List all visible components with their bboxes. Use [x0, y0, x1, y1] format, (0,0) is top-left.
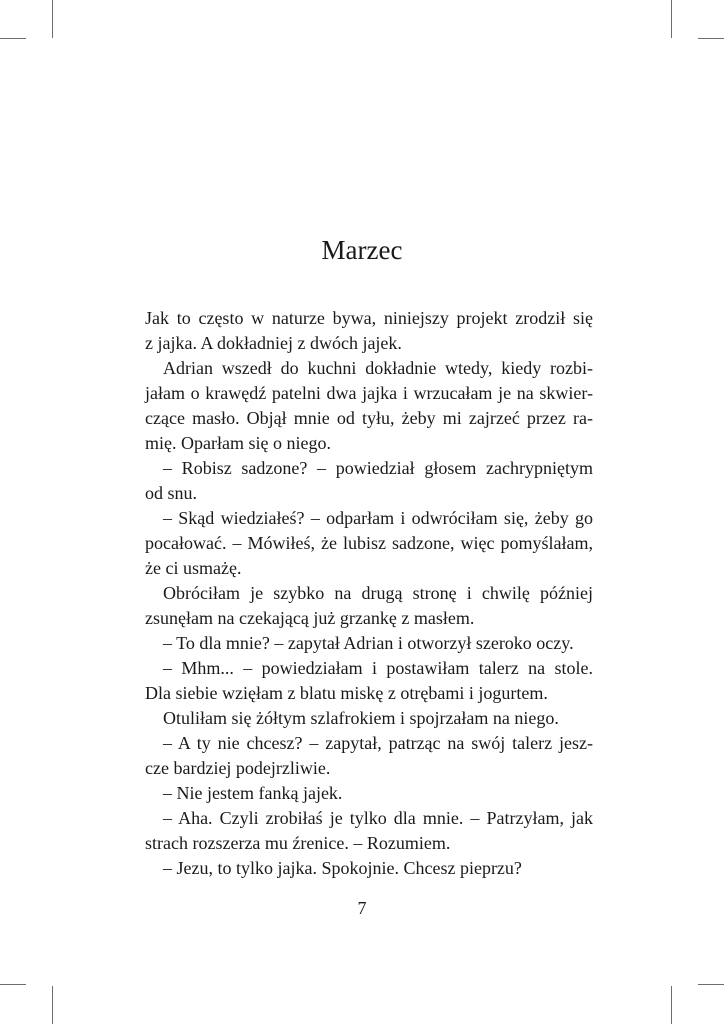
text-line: strach rozszerza mu źrenice. – Rozumiem.: [145, 833, 451, 853]
crop-mark-bottom-right-h: [698, 984, 724, 985]
text-line: Otuliłam się żółtym szlafrokiem i spojrzałam na niego.: [163, 708, 559, 728]
page-number: 7: [357, 898, 367, 918]
text-line: Adrian wszedł do kuchni dokładnie wtedy, kiedy rozbi-: [163, 358, 593, 378]
crop-mark-bottom-right: [671, 986, 672, 1024]
text-line: – To dla mnie? – zapytał Adrian i otworzył szeroko oczy.: [163, 633, 574, 653]
text-line: cze bardziej podejrzliwie.: [145, 758, 331, 778]
text-line: że ci usmażę.: [145, 558, 242, 578]
text-line: – Aha. Czyli zrobiłaś je tylko dla mnie. – Patrzyłam, jak: [163, 808, 593, 828]
crop-mark-bottom-left-h: [0, 984, 26, 985]
text-line: Obróciłam je szybko na drugą stronę i chwilę później: [163, 583, 593, 603]
text-line: jałam o krawędź patelni dwa jajka i wrzucałam je na skwier-: [145, 383, 593, 403]
chapter-title: Marzec: [321, 235, 403, 265]
text-line: – Nie jestem fanką jajek.: [163, 783, 343, 803]
text-line: Jak to często w naturze bywa, niniejszy projekt zrodził się: [145, 308, 593, 328]
text-line: mię. Oparłam się o niego.: [145, 433, 331, 453]
text-line: pocałować. – Mówiłeś, że lubisz sadzone, więc pomyślałam,: [145, 533, 593, 553]
text-line: – A ty nie chcesz? – zapytał, patrząc na swój talerz jesz-: [163, 733, 593, 753]
text-line: Dla siebie wzięłam z blatu miskę z otrębami i jogurtem.: [145, 683, 548, 703]
text-line: – Skąd wiedziałeś? – odparłam i odwróciłam się, żeby go: [163, 508, 593, 528]
text-line: z jajka. A dokładniej z dwóch jajek.: [145, 333, 402, 353]
crop-mark-top-right-h: [698, 38, 724, 39]
crop-mark-top-right: [671, 0, 672, 38]
text-line: zsunęłam na czekającą już grzankę z masłem.: [145, 608, 475, 628]
text-line: – Mhm... – powiedziałam i postawiłam talerz na stole.: [163, 658, 593, 678]
text-line: czące masło. Objął mnie od tyłu, żeby mi zajrzeć przez ra-: [145, 408, 593, 428]
crop-mark-top-left: [52, 0, 53, 38]
crop-mark-top-left-h: [0, 38, 26, 39]
text-line: od snu.: [145, 483, 198, 503]
crop-mark-bottom-left: [52, 986, 53, 1024]
body-text: [145, 306, 593, 881]
text-line: – Jezu, to tylko jajka. Spokojnie. Chcesz pieprzu?: [163, 858, 522, 878]
text-line: – Robisz sadzone? – powiedział głosem zachrypniętym: [163, 458, 593, 478]
